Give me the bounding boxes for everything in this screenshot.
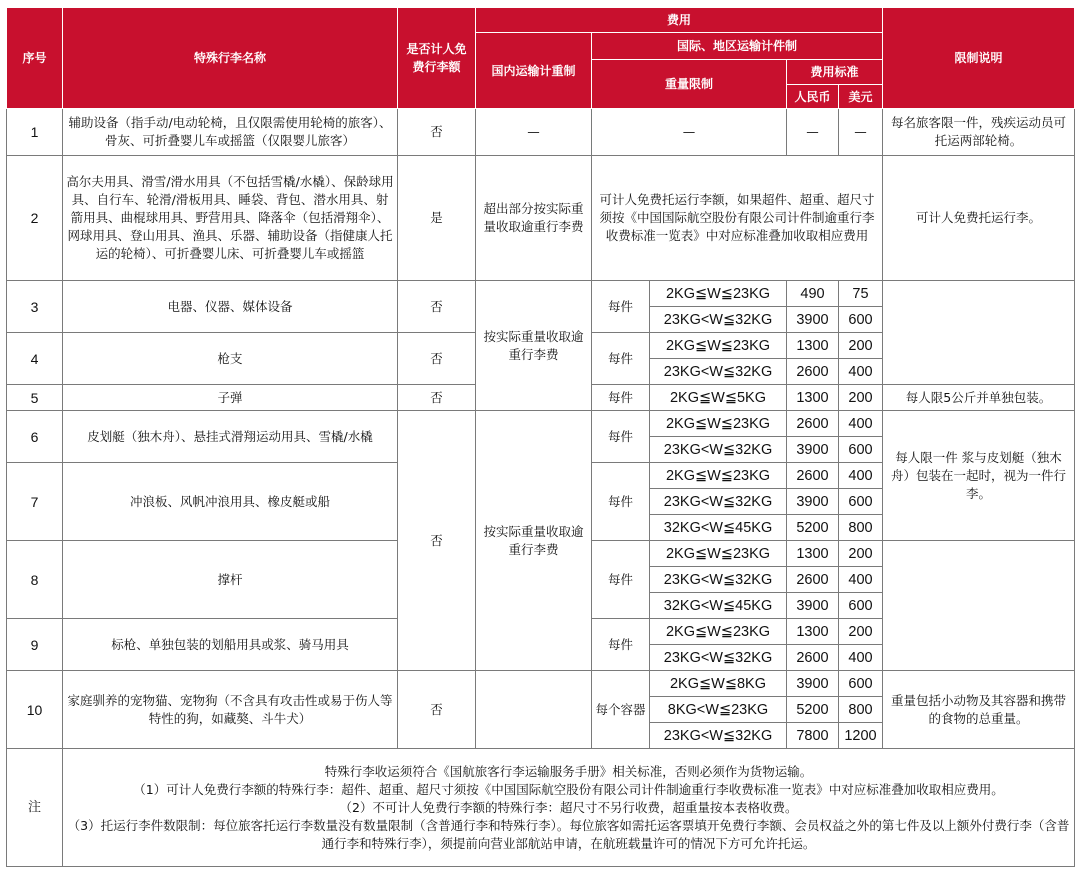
group-domestic: 按实际重量收取逾重行李费 xyxy=(476,281,592,411)
notes-label: 注 xyxy=(7,749,63,867)
row-range: 2KG≦W≦5KG xyxy=(650,385,787,411)
row-cny: 5200 xyxy=(787,515,839,541)
note-line: （1）可计人免费行李额的特殊行李：超件、超重、超尺寸须按《中国国际航空股份有限公司计件制逾重行李收费标准一览表》中对应标准叠加收取相应费用。 xyxy=(133,781,1004,797)
notes-body xyxy=(63,749,1075,867)
header-usd: 美元 xyxy=(839,85,883,109)
row-usd: 400 xyxy=(839,567,883,593)
row-remark: 每人限5公斤并单独包装。 xyxy=(883,385,1075,411)
row-cny: 3900 xyxy=(787,437,839,463)
row-usd: — xyxy=(839,109,883,156)
row-cny: 1300 xyxy=(787,385,839,411)
row-usd: 400 xyxy=(839,411,883,437)
row-name: 子弹 xyxy=(63,385,398,411)
special-baggage-fee-table xyxy=(6,7,1075,867)
row-usd: 600 xyxy=(839,489,883,515)
row-domestic: 超出部分按实际重量收取逾重行李费 xyxy=(476,156,592,281)
row-cny: 2600 xyxy=(787,411,839,437)
header-fee: 费用 xyxy=(476,8,883,33)
row-range: 2KG≦W≦23KG xyxy=(650,281,787,307)
row-range: 23KG<W≦32KG xyxy=(650,645,787,671)
row-seq: 3 xyxy=(7,281,63,333)
row-name: 冲浪板、风帆冲浪用具、橡皮艇或船 xyxy=(63,463,398,541)
row-range: 23KG<W≦32KG xyxy=(650,359,787,385)
row-usd: 400 xyxy=(839,463,883,489)
row-remark: 每名旅客限一件，残疾运动员可托运两部轮椅。 xyxy=(883,109,1075,156)
row-cny: 2600 xyxy=(787,359,839,385)
header-weight-limit: 重量限制 xyxy=(592,60,787,109)
row-cny: 3900 xyxy=(787,593,839,619)
row-range: 23KG<W≦32KG xyxy=(650,437,787,463)
row-cny: 1300 xyxy=(787,541,839,567)
row-seq: 4 xyxy=(7,333,63,385)
row-usd: 600 xyxy=(839,307,883,333)
row-name: 皮划艇（独木舟）、悬挂式滑翔运动用具、雪橇/水橇 xyxy=(63,411,398,463)
note-line: （3）托运行李件数限制：每位旅客托运行李数量没有数量限制（含普通行李和特殊行李）。每位旅客如需托运客票填开免费行李额、会员权益之外的第七件及以上额外付费行李（含普通行李和特殊行李），须提前向营业部航站申请，在航班载量许可的情况下方可允许托运。 xyxy=(67,817,1070,851)
row-range: 2KG≦W≦23KG xyxy=(650,463,787,489)
row-cny: 490 xyxy=(787,281,839,307)
row-unit: 每件 xyxy=(592,463,650,541)
row-free: 否 xyxy=(398,333,476,385)
table-row xyxy=(7,411,1075,437)
table-row xyxy=(7,281,1075,307)
row-range: 2KG≦W≦8KG xyxy=(650,671,787,697)
row-free: 否 xyxy=(398,109,476,156)
row-range: 2KG≦W≦23KG xyxy=(650,619,787,645)
row-seq: 9 xyxy=(7,619,63,671)
table-row xyxy=(7,671,1075,697)
row-usd: 400 xyxy=(839,645,883,671)
row-range: 2KG≦W≦23KG xyxy=(650,411,787,437)
row-unit: 每件 xyxy=(592,333,650,385)
row-usd: 600 xyxy=(839,593,883,619)
row-free: 否 xyxy=(398,671,476,749)
row-range: 23KG<W≦32KG xyxy=(650,567,787,593)
row-name: 撑杆 xyxy=(63,541,398,619)
row-range: 32KG<W≦45KG xyxy=(650,515,787,541)
row-name: 高尔夫用具、滑雪/滑水用具（不包括雪橇/水橇）、保龄球用具、自行车、轮滑/滑板用具、睡袋、背包、潜水用具、射箭用具、曲棍球用具、野营用具、降落伞（包括滑翔伞）、网球用具、登山用具、渔具、乐器、辅助设备（指健康人托运的轮椅）、可折叠婴儿床、可折叠婴儿车或摇篮 xyxy=(63,156,398,281)
row-name: 枪支 xyxy=(63,333,398,385)
row-usd: 400 xyxy=(839,359,883,385)
header-free-allowance: 是否计人免费行李额 xyxy=(398,8,476,109)
row-cny: 7800 xyxy=(787,723,839,749)
row-remark: 重量包括小动物及其容器和携带的食物的总重量。 xyxy=(883,671,1075,749)
row-unit: 每件 xyxy=(592,281,650,333)
note-line: 特殊行李收运须符合《国航旅客行李运输服务手册》相关标准，否则必须作为货物运输。 xyxy=(324,763,813,779)
row-range: 23KG<W≦32KG xyxy=(650,489,787,515)
row-seq: 1 xyxy=(7,109,63,156)
row-domestic-empty xyxy=(476,671,592,749)
header-fee-standard: 费用标准 xyxy=(787,60,883,85)
row-unit: 每件 xyxy=(592,619,650,671)
row-usd: 800 xyxy=(839,697,883,723)
row-seq: 7 xyxy=(7,463,63,541)
row-name: 辅助设备（指手动/电动轮椅，且仅限需使用轮椅的旅客）、骨灰、可折叠婴儿车或摇篮（仅限婴儿旅客） xyxy=(63,109,398,156)
row-weight: — xyxy=(592,109,787,156)
header-domestic: 国内运输计重制 xyxy=(476,33,592,109)
row-seq: 5 xyxy=(7,385,63,411)
row-range: 2KG≦W≦23KG xyxy=(650,333,787,359)
row-free: 否 xyxy=(398,281,476,333)
row-cny: 2600 xyxy=(787,567,839,593)
group-free: 否 xyxy=(398,411,476,671)
row-name: 家庭驯养的宠物猫、宠物狗（不含具有攻击性或易于伤人等特性的狗，如藏獒、斗牛犬） xyxy=(63,671,398,749)
header-seq: 序号 xyxy=(7,8,63,109)
row-free: 否 xyxy=(398,385,476,411)
row-usd: 600 xyxy=(839,437,883,463)
row-cny: 2600 xyxy=(787,463,839,489)
row-name: 标枪、单独包装的划船用具或浆、骑马用具 xyxy=(63,619,398,671)
row-international: 可计人免费托运行李额，如果超件、超重、超尺寸须按《中国国际航空股份有限公司计件制逾重行李收费标准一览表》中对应标准叠加收取相应费用 xyxy=(592,156,883,281)
row-cny: 3900 xyxy=(787,307,839,333)
row-usd: 200 xyxy=(839,541,883,567)
header-cny: 人民币 xyxy=(787,85,839,109)
row-seq: 10 xyxy=(7,671,63,749)
row-unit: 每件 xyxy=(592,411,650,463)
row-remark-empty xyxy=(883,281,1075,385)
row-usd: 75 xyxy=(839,281,883,307)
header-remarks: 限制说明 xyxy=(883,8,1075,109)
row-unit: 每件 xyxy=(592,385,650,411)
row-usd: 200 xyxy=(839,619,883,645)
row-range: 23KG<W≦32KG xyxy=(650,307,787,333)
table-row xyxy=(7,156,1075,281)
row-cny: 3900 xyxy=(787,671,839,697)
row-usd: 200 xyxy=(839,333,883,359)
row-range: 32KG<W≦45KG xyxy=(650,593,787,619)
notes-row xyxy=(7,749,1075,867)
row-seq: 8 xyxy=(7,541,63,619)
row-cny: 1300 xyxy=(787,619,839,645)
row-range: 23KG<W≦32KG xyxy=(650,723,787,749)
row-cny: 5200 xyxy=(787,697,839,723)
header-name: 特殊行李名称 xyxy=(63,8,398,109)
table-row xyxy=(7,109,1075,156)
group-remark: 每人限一件 浆与皮划艇（独木舟）包装在一起时，视为一件行李。 xyxy=(883,411,1075,541)
group-domestic: 按实际重量收取逾重行李费 xyxy=(476,411,592,671)
row-usd: 800 xyxy=(839,515,883,541)
row-cny: — xyxy=(787,109,839,156)
row-unit: 每件 xyxy=(592,541,650,619)
header-international: 国际、地区运输计件制 xyxy=(592,33,883,60)
row-domestic: — xyxy=(476,109,592,156)
row-unit: 每个容器 xyxy=(592,671,650,749)
row-cny: 1300 xyxy=(787,333,839,359)
row-remark-empty xyxy=(883,541,1075,671)
row-usd: 600 xyxy=(839,671,883,697)
row-free: 是 xyxy=(398,156,476,281)
row-range: 2KG≦W≦23KG xyxy=(650,541,787,567)
note-line: （2）不可计人免费行李额的特殊行李：超尺寸不另行收费，超重量按本表格收费。 xyxy=(339,799,798,815)
row-name: 电器、仪器、媒体设备 xyxy=(63,281,398,333)
row-usd: 1200 xyxy=(839,723,883,749)
row-range: 8KG<W≦23KG xyxy=(650,697,787,723)
row-remark: 可计人免费托运行李。 xyxy=(883,156,1075,281)
row-seq: 2 xyxy=(7,156,63,281)
row-cny: 3900 xyxy=(787,489,839,515)
row-seq: 6 xyxy=(7,411,63,463)
row-cny: 2600 xyxy=(787,645,839,671)
row-usd: 200 xyxy=(839,385,883,411)
